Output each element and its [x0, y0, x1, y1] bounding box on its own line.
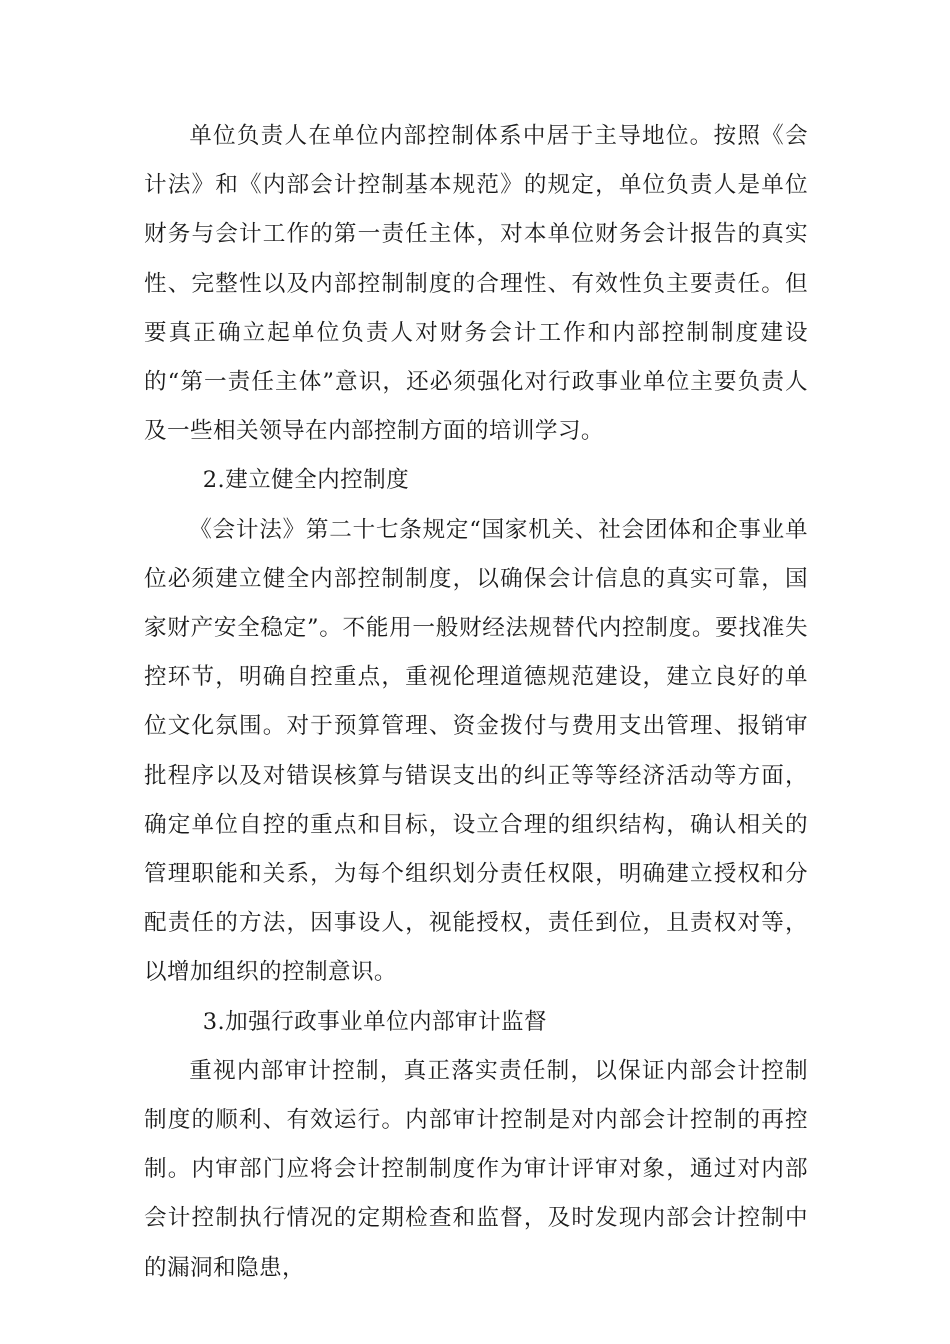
paragraph-accounting-law-article-27: 《会计法》第二十七条规定“国家机关、社会团体和企事业单位必须建立健全内部控制制度，以确保会计信息的真实可靠，国家财产安全稳定”。不能用一般财经法规替代内控制度。要找准失控环节，明确自控重点，重视伦理道德规范建设，建立良好的单位文化氛围。对于预算管理、资金拨付与费用支出管理、报销审批程序以及对错误核算与错误支出的纠正等等经济活动等方面，确定单位自控的重点和目标，设立合理的组织结构，确认相关的管理职能和关系，为每个组织划分责任权限，明确建立授权和分配责任的方法，因事设人，视能授权，责任到位，且责权对等，以增加组织的控制意识。 [144, 516, 808, 986]
paragraph-unit-head-role: 单位负责人在单位内部控制体系中居于主导地位。按照《会计法》和《内部会计控制基本规范》的规定，单位负责人是单位财务与会计工作的第一责任主体，对本单位财务会计报告的真实性、完整性以及内部控制制度的合理性、有效性负主要责任。但要真正确立起单位负责人对财务会计工作和内部控制制度建设的“第一责任主体”意识，还必须强化对行政事业单位主要负责人及一些相关领导在内部控制方面的培训学习。 [144, 123, 808, 445]
section-heading-internal-control-system: 2.建立健全内控制度 [202, 467, 410, 494]
paragraph-internal-audit-control: 重视内部审计控制，真正落实责任制，以保证内部会计控制制度的顺利、有效运行。内部审计控制是对内部会计控制的再控制。内审部门应将会计控制制度作为审计评审对象，通过对内部会计控制执行情况的定期检查和监督，及时发现内部会计控制中的漏洞和隐患， [144, 1057, 808, 1281]
document-body [144, 112, 808, 1293]
section-heading-internal-audit: 3.加强行政事业单位内部审计监督 [202, 1008, 548, 1035]
